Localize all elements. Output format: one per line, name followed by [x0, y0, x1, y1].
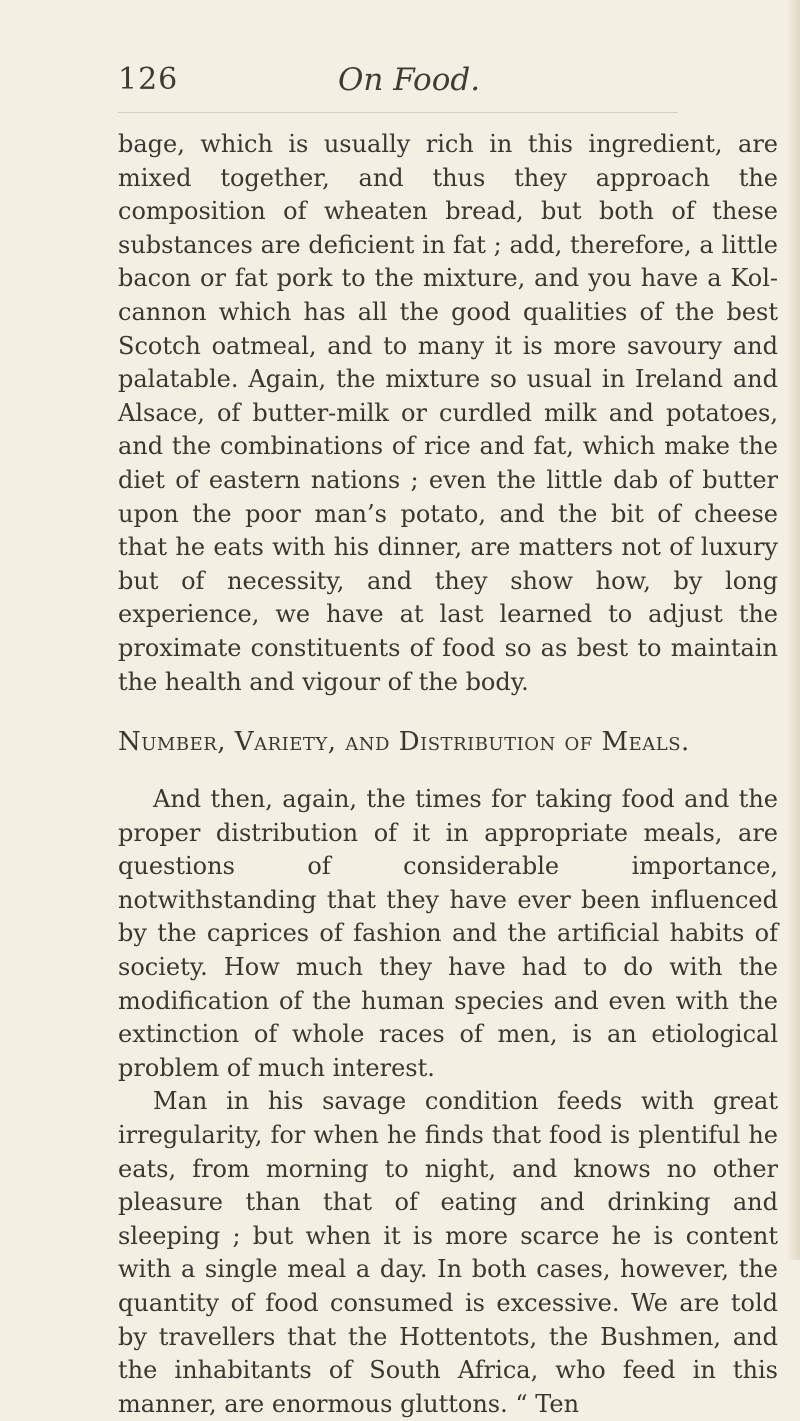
section-heading: Number, Variety, and Distribution of Meals. — [118, 727, 690, 758]
paragraph-savage-condition: Man in his savage condition feeds with great irregularity, for when he finds that food is plentiful he eats, from morning to night, and knows no other pleasure than that of eating and drinking and sleeping ; but when it is more scarce he is content with a single meal a day. In both cases, however, the quantity of food consumed is excessive. We are told by travellers that the Hottentots, the Bushmen, and the inhabitants of South Africa, who feed in this manner, are enormous gluttons. “ Ten — [118, 1087, 778, 1418]
paragraph-continued: bage, which is usually rich in this ingredient, are mixed together, and thus they approach the composition of wheaten bread, but both of these substances are deficient in fat ; add, therefore, a little bacon or fat pork to the mixture, and you have a Kol-cannon which has all the good qualities of the best Scotch oatmeal, and to many it is more savoury and palatable. Again, the mixture so usual in Ireland and Alsace, of butter-milk or curdled milk and potatoes, and the combinations of rice and fat, which make the diet of eastern nations ; even the little dab of butter upon the poor man’s potato, and the bit of cheese that he eats with his dinner, are matters not of luxury but of necessity, and they show how, by long experience, we have at last learned to adjust the proximate constituents of food so as best to maintain the health and vigour of the body. — [118, 130, 778, 696]
page-edge-shadow — [786, 0, 800, 1260]
running-title: On Food. — [338, 62, 481, 98]
paragraph-meal-times: And then, again, the times for taking food and the proper distribution of it in appropriate meals, are questions of considerable importance, notwithstanding that they have ever been influenced by the caprices of fashion and the artificial habits of society. How much they have had to do with the modification of the human species and even with the extinction of whole races of men, is an etiological problem of much interest. — [118, 785, 778, 1082]
running-head — [118, 62, 678, 102]
header-rule — [118, 112, 678, 113]
body-text — [118, 128, 778, 1421]
page-number: 126 — [118, 62, 179, 97]
